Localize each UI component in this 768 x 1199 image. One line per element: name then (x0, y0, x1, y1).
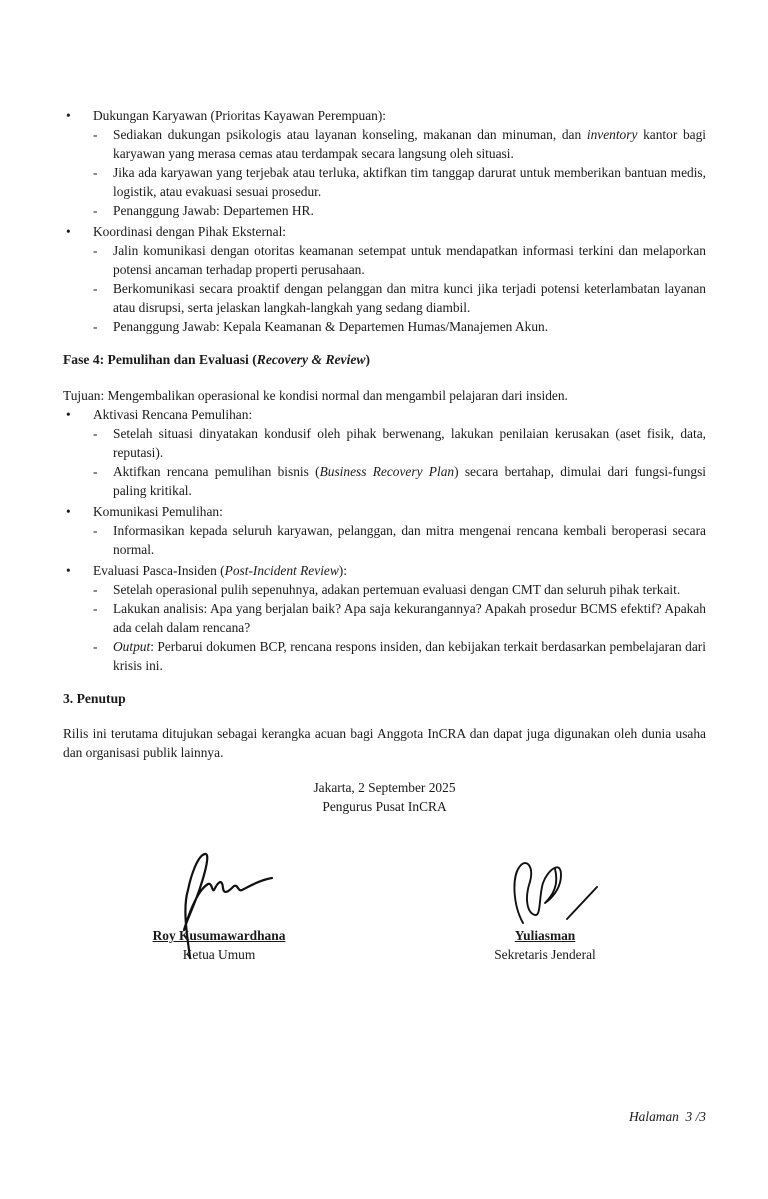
text-run: Setelah situasi dinyatakan kondusif oleh pihak berwenang, lakukan penilaian kerusakan (aset fisik, data, reputasi). (113, 426, 706, 460)
dash-icon: - (93, 582, 98, 597)
text-run: Informasikan kepada seluruh karyawan, pelanggan, dan mitra mengenai rencana kembali beroperasi secara normal. (113, 523, 706, 557)
signatory-1-name: Roy Kusumawardhana (152, 928, 286, 943)
closing-heading: 3. Penutup (63, 691, 126, 706)
text-run: Komunikasi Pemulihan: (93, 504, 223, 519)
sub-list-item (63, 637, 706, 675)
page-number: Halaman 3 /3 (629, 1109, 706, 1124)
text-run: Evaluasi Pasca-Insiden ( (93, 563, 225, 578)
dash-icon: - (93, 464, 98, 479)
dash-icon: - (93, 523, 98, 538)
sub-list-item (63, 424, 706, 462)
sub-list-item (63, 580, 706, 599)
signatory-2 (480, 926, 610, 964)
list-item (63, 502, 706, 521)
dash-icon: - (93, 426, 98, 441)
signatory-2-title: Sekretaris Jenderal (494, 947, 596, 962)
sub-list-item (63, 521, 706, 559)
italic-term: Business Recovery Plan (319, 464, 455, 479)
list-item (63, 106, 706, 125)
bullet-icon: • (66, 108, 71, 123)
bullet-icon: • (66, 563, 71, 578)
phase4-list (63, 405, 706, 675)
phase4-goal: Tujuan: Mengembalikan operasional ke kondisi normal dan mengambil pelajaran dari insiden. (63, 388, 568, 403)
list-item-label (93, 407, 252, 422)
text-run: Aktifkan rencana pemulihan bisnis ( (113, 464, 320, 479)
signatory-1 (140, 926, 298, 964)
sub-list-item (63, 462, 706, 500)
sub-list-item (63, 241, 706, 279)
place-date: Jakarta, 2 September 2025 (313, 780, 456, 795)
dash-icon: - (93, 319, 98, 334)
sub-list-item (63, 279, 706, 317)
closing-text: Rilis ini terutama ditujukan sebagai kerangka acuan bagi Anggota InCRA dan dapat juga digunakan oleh dunia usaha dan organisasi publik lainnya. (63, 726, 706, 760)
text-run: Berkomunikasi secara proaktif dengan pelanggan dan mitra kunci jika terjadi potensi keterlambatan layanan atau disrupsi, serta jelaskan langkah-langkah yang sedang diambil. (113, 281, 706, 315)
text-run: ) secara bertahap, dimulai dari fungsi-fungsi paling kritikal. (113, 464, 706, 498)
text-run: kantor bagi karyawan yang merasa cemas atau terdampak secara langsung oleh situasi. (113, 127, 707, 161)
dash-icon: - (93, 281, 98, 296)
dash-icon: - (93, 127, 98, 142)
text-run: Penanggung Jawab: Kepala Keamanan & Departemen Humas/Manajemen Akun. (113, 319, 549, 334)
text-run: Jalin komunikasi dengan otoritas keamanan setempat untuk mendapatkan informasi terkini dan melaporkan potensi ancaman terhadap properti perusahaan. (113, 243, 706, 277)
list-item (63, 222, 706, 241)
list-item (63, 561, 706, 580)
list-item-label: Koordinasi dengan Pihak Eksternal: (93, 224, 287, 239)
text-run: Aktivasi Rencana Pemulihan: (93, 407, 253, 422)
sub-list-item (63, 599, 706, 637)
text-run: : Perbarui dokumen BCP, rencana respons insiden, dan kebijakan terkait berdasarkan pembelajaran dari krisis ini. (113, 639, 706, 673)
italic-term: Output (113, 639, 151, 654)
bullet-icon: • (66, 407, 71, 422)
text-run: Jika ada karyawan yang terjebak atau terluka, aktifkan tim tanggap darurat untuk memberikan bantuan medis, logistik, atau evakuasi sesuai prosedur. (113, 165, 706, 199)
dash-icon: - (93, 243, 98, 258)
dash-icon: - (93, 165, 98, 180)
signatory-1-title: Ketua Umum (182, 947, 256, 962)
italic-term: Post-Incident Review (224, 563, 339, 578)
list-item-label (93, 504, 223, 519)
sub-list-item (63, 163, 706, 201)
text-run: Penanggung Jawab: Departemen HR. (113, 203, 314, 218)
dash-icon: - (93, 601, 98, 616)
dash-icon: - (93, 203, 98, 218)
document-body (63, 106, 706, 816)
sub-list-item (63, 201, 706, 220)
organization-name: Pengurus Pusat InCRA (322, 799, 447, 814)
sub-list-item (63, 125, 706, 163)
italic-term: inventory (586, 127, 638, 142)
list-item-label: Dukungan Karyawan (Prioritas Kayawan Perempuan): (93, 108, 387, 123)
text-run: Sediakan dukungan psikologis atau layanan konseling, makanan dan minuman, dan (113, 127, 587, 142)
text-run: Lakukan analisis: Apa yang berjalan baik? Apa saja kekurangannya? Apakah prosedur BCMS efektif? Apakah ada celah dalam rencana? (113, 601, 706, 635)
bullet-icon: • (66, 504, 71, 519)
bullet-icon: • (66, 224, 71, 239)
signatory-2-name: Yuliasman (514, 928, 576, 943)
dash-icon: - (93, 639, 98, 654)
text-run: Setelah operasional pulih sepenuhnya, adakan pertemuan evaluasi dengan CMT dan seluruh pihak terkait. (113, 582, 681, 597)
list-item (63, 405, 706, 424)
phase3-list (63, 106, 706, 336)
signature-yuliasman (505, 855, 605, 935)
text-run: ): (338, 563, 347, 578)
phase4-heading: Fase 4: Pemulihan dan Evaluasi (Recovery & Review) (63, 352, 370, 367)
sub-list-item (63, 317, 706, 336)
list-item-label (93, 563, 347, 578)
